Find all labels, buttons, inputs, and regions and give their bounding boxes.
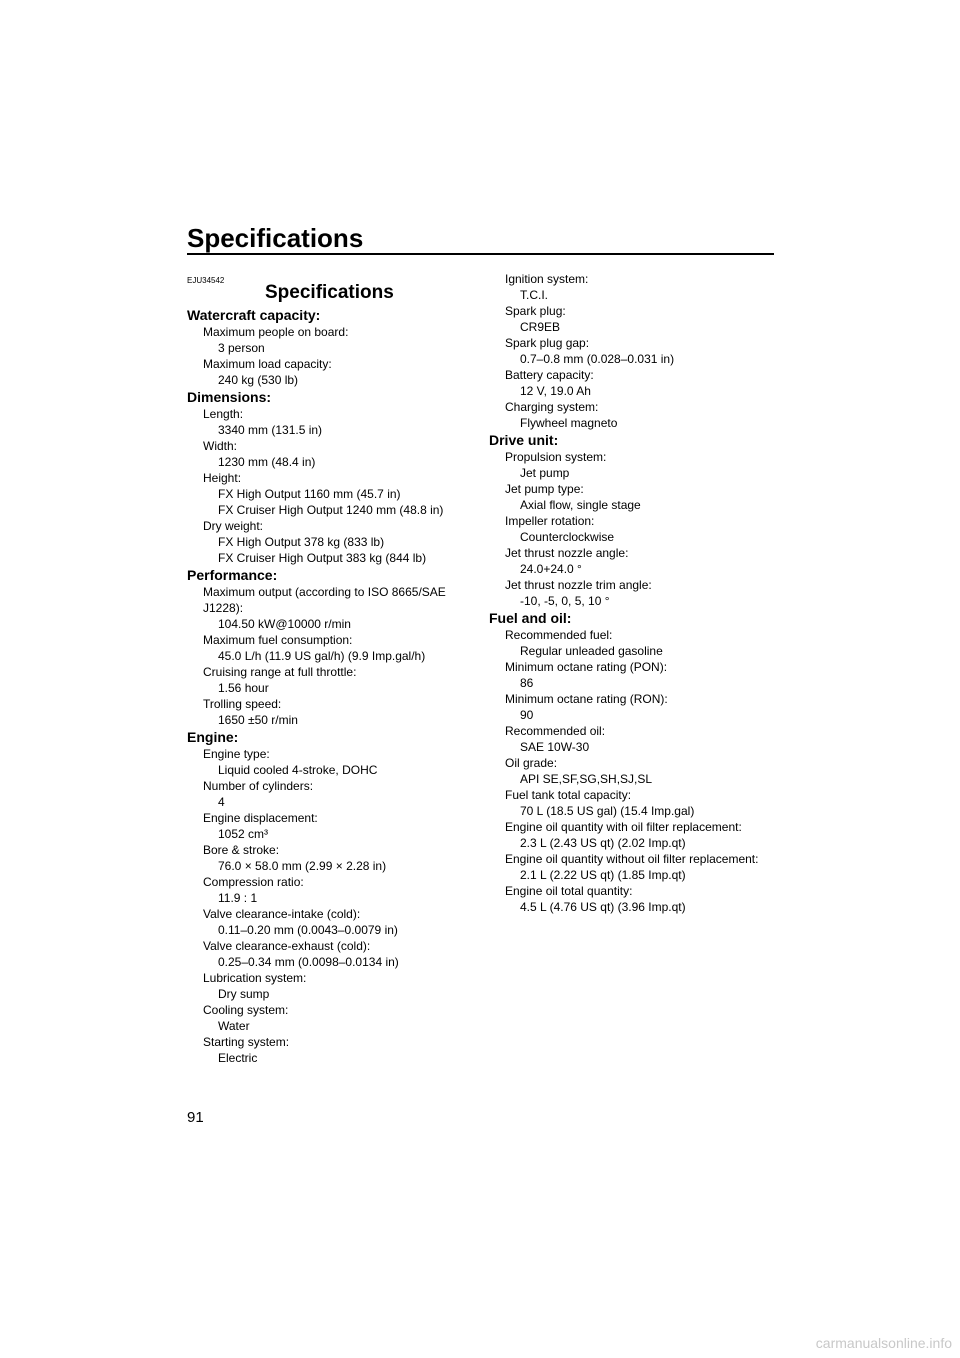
spec-value: 45.0 L/h (11.9 US gal/h) (9.9 Imp.gal/h) [218,649,426,663]
spec-value: FX Cruiser High Output 1240 mm (48.8 in) [218,503,444,517]
spec-value: 1650 ±50 r/min [218,713,298,727]
spec-value: 4.5 L (4.76 US qt) (3.96 Imp.qt) [520,900,686,914]
spec-value: 2.3 L (2.43 US qt) (2.02 Imp.qt) [520,836,686,850]
spec-label: Compression ratio: [203,875,304,889]
spec-value: 2.1 L (2.22 US qt) (1.85 Imp.qt) [520,868,686,882]
spec-label: Jet thrust nozzle trim angle: [505,578,652,592]
spec-group [489,431,779,609]
spec-value: 90 [520,708,534,722]
spec-group-heading: Performance: [187,567,278,583]
spec-group-heading: Engine: [187,729,239,745]
spec-label: Engine oil quantity without oil filter replacement: [505,852,759,866]
spec-value: CR9EB [520,320,561,334]
spec-value: FX Cruiser High Output 383 kg (844 lb) [218,551,427,565]
spec-label-continued: J1228): [203,601,244,615]
spec-value: 0.11–0.20 mm (0.0043–0.0079 in) [218,923,398,937]
spec-label: Width: [203,439,238,453]
spec-value: Electric [218,1051,258,1065]
spec-group [489,609,779,915]
spec-value: Axial flow, single stage [520,498,641,512]
spec-value: T.C.I. [520,288,549,302]
spec-label: Jet thrust nozzle angle: [505,546,629,560]
spec-label: Cruising range at full throttle: [203,665,357,679]
spec-group [187,306,477,388]
spec-label: Recommended oil: [505,724,606,738]
spec-label: Cooling system: [203,1003,289,1017]
spec-label: Engine oil total quantity: [505,884,633,898]
watermark-text: carmanualsonline.info [815,1335,952,1351]
spec-value: 76.0 × 58.0 mm (2.99 × 2.28 in) [218,859,387,873]
spec-value: 4 [218,795,225,809]
spec-label: Length: [203,407,244,421]
spec-group-heading: Watercraft capacity: [187,307,321,323]
spec-value: 1230 mm (48.4 in) [218,455,316,469]
spec-label: Fuel tank total capacity: [505,788,632,802]
spec-value: Regular unleaded gasoline [520,644,663,658]
spec-label: Propulsion system: [505,450,607,464]
spec-value: 0.7–0.8 mm (0.028–0.031 in) [520,352,675,366]
spec-label: Engine type: [203,747,270,761]
spec-label: Minimum octane rating (PON): [505,660,668,674]
spec-value: API SE,SF,SG,SH,SJ,SL [520,772,653,786]
spec-value: 24.0+24.0 ° [520,562,582,576]
spec-label: Engine oil quantity with oil filter replacement: [505,820,742,834]
spec-label: Trolling speed: [203,697,282,711]
spec-value: 3 person [218,341,265,355]
spec-column-left [187,306,477,1066]
spec-value: 70 L (18.5 US gal) (15.4 Imp.gal) [520,804,695,818]
spec-value: 3340 mm (131.5 in) [218,423,323,437]
spec-label: Recommended fuel: [505,628,613,642]
spec-value: -10, -5, 0, 5, 10 ° [520,594,610,608]
spec-label: Charging system: [505,400,599,414]
spec-label: Spark plug: [505,304,566,318]
spec-label: Ignition system: [505,272,589,286]
spec-label: Number of cylinders: [203,779,314,793]
spec-group-heading: Drive unit: [489,432,559,448]
spec-value: 240 kg (530 lb) [218,373,299,387]
spec-label: Battery capacity: [505,368,594,382]
spec-label: Jet pump type: [505,482,584,496]
spec-value: FX High Output 378 kg (833 lb) [218,535,385,549]
spec-value: Flywheel magneto [520,416,618,430]
spec-group-heading: Fuel and oil: [489,610,572,626]
spec-value: Water [218,1019,250,1033]
spec-group [187,388,477,566]
spec-value: Counterclockwise [520,530,615,544]
spec-label: Maximum load capacity: [203,357,332,371]
spec-label: Dry weight: [203,519,264,533]
spec-value: 12 V, 19.0 Ah [520,384,591,398]
spec-label: Bore & stroke: [203,843,280,857]
spec-group-heading: Dimensions: [187,389,272,405]
reference-code: EJU34542 [187,276,225,285]
spec-value: Jet pump [520,466,570,480]
spec-value: 11.9 : 1 [218,891,258,905]
spec-group [187,566,477,728]
spec-label: Impeller rotation: [505,514,595,528]
spec-value: 1052 cm³ [218,827,269,841]
spec-label: Spark plug gap: [505,336,590,350]
spec-label: Maximum output (according to ISO 8665/SAE [203,585,446,599]
spec-group [489,271,779,431]
spec-value: 1.56 hour [218,681,269,695]
section-title: Specifications [265,282,394,303]
spec-value: 0.25–0.34 mm (0.0098–0.0134 in) [218,955,399,969]
spec-label: Engine displacement: [203,811,318,825]
spec-label: Valve clearance-intake (cold): [203,907,361,921]
spec-value: FX High Output 1160 mm (45.7 in) [218,487,401,501]
spec-label: Maximum fuel consumption: [203,633,353,647]
spec-value: 86 [520,676,534,690]
spec-label: Starting system: [203,1035,290,1049]
spec-value: SAE 10W-30 [520,740,590,754]
page-number: 91 [187,1109,204,1126]
spec-label: Height: [203,471,242,485]
spec-group [187,728,477,1066]
spec-label: Minimum octane rating (RON): [505,692,668,706]
spec-column-right [489,271,779,915]
spec-label: Maximum people on board: [203,325,349,339]
header-rule [187,253,774,255]
spec-value: Dry sump [218,987,270,1001]
spec-label: Valve clearance-exhaust (cold): [203,939,371,953]
spec-value: Liquid cooled 4-stroke, DOHC [218,763,378,777]
spec-label: Oil grade: [505,756,558,770]
spec-label: Lubrication system: [203,971,307,985]
spec-value: 104.50 kW@10000 r/min [218,617,351,631]
page-header-title: Specifications [187,223,364,253]
